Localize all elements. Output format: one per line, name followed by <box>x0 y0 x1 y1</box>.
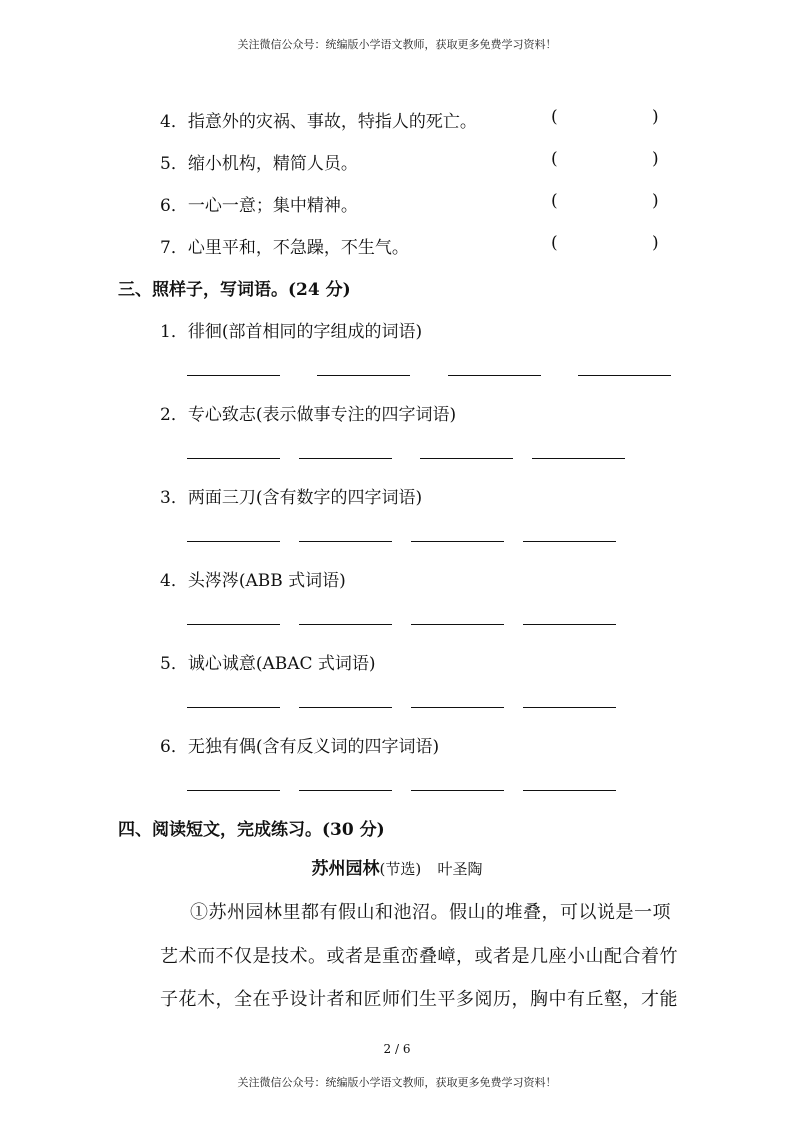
answer-paren-close: ) <box>652 107 659 127</box>
task-number: 6． <box>160 737 188 757</box>
answer-blank[interactable] <box>187 375 280 376</box>
task-number: 3． <box>160 488 188 508</box>
page-number: 2 / 6 <box>383 1042 411 1056</box>
answer-blank[interactable] <box>411 707 504 708</box>
answer-blank[interactable] <box>578 375 671 376</box>
answer-paren-open: ( <box>551 191 558 211</box>
task-number: 5． <box>160 654 188 674</box>
article-note: (节选) <box>379 860 422 878</box>
word-task-item <box>160 732 439 757</box>
section-3-title: 三、照样子，写词语。(24 分) <box>118 280 351 300</box>
answer-blank[interactable] <box>523 707 616 708</box>
question-number: 5． <box>160 154 188 174</box>
answer-blank[interactable] <box>299 458 392 459</box>
answer-blank[interactable] <box>523 541 616 542</box>
word-task-item <box>160 649 376 674</box>
article-title: 苏州园林 <box>311 859 380 879</box>
page-footer: 关注微信公众号：统编版小学语文教师，获取更多免费学习资料！ <box>237 1076 557 1089</box>
answer-blank[interactable] <box>187 541 280 542</box>
word-task-item <box>160 400 456 425</box>
answer-blank[interactable] <box>187 458 280 459</box>
question-text: 缩小机构，精简人员。 <box>187 154 358 174</box>
answer-blank[interactable] <box>299 624 392 625</box>
answer-paren-open: ( <box>551 149 558 169</box>
task-text: 两面三刀(含有数字的四字词语) <box>187 488 423 508</box>
answer-blank[interactable] <box>523 624 616 625</box>
question-item <box>160 149 358 174</box>
answer-paren-close: ) <box>652 233 659 253</box>
answer-blank[interactable] <box>299 707 392 708</box>
task-text: 徘徊(部首相同的字组成的词语) <box>187 322 423 342</box>
answer-blank[interactable] <box>299 790 392 791</box>
answer-blank[interactable] <box>420 458 513 459</box>
answer-blank[interactable] <box>317 375 410 376</box>
article-title-line <box>0 854 794 879</box>
question-item <box>160 107 477 132</box>
question-text: 一心一意；集中精神。 <box>187 196 358 216</box>
answer-blank[interactable] <box>411 541 504 542</box>
task-number: 1． <box>160 322 188 342</box>
paragraph-line: 子花木，全在乎设计者和匠师们生平多阅历，胸中有丘壑，才能 <box>160 989 678 1010</box>
question-text: 指意外的灾祸、事故，特指人的死亡。 <box>187 112 477 132</box>
page-header: 关注微信公众号：统编版小学语文教师，获取更多免费学习资料！ <box>237 38 557 51</box>
word-task-item <box>160 483 422 508</box>
question-item <box>160 191 358 216</box>
task-text: 头涔涔(ABB 式词语) <box>187 571 346 591</box>
paragraph-line: ①苏州园林里都有假山和池沼。假山的堆叠，可以说是一项 <box>190 902 671 923</box>
question-text: 心里平和，不急躁，不生气。 <box>187 238 409 258</box>
answer-blank[interactable] <box>187 707 280 708</box>
answer-blank[interactable] <box>187 790 280 791</box>
article-author: 叶圣陶 <box>437 860 483 878</box>
task-number: 2． <box>160 405 188 425</box>
question-number: 7． <box>160 238 188 258</box>
question-item <box>160 233 409 258</box>
answer-blank[interactable] <box>411 624 504 625</box>
answer-paren-close: ) <box>652 191 659 211</box>
word-task-item <box>160 317 422 342</box>
task-number: 4． <box>160 571 188 591</box>
question-number: 6． <box>160 196 188 216</box>
task-text: 专心致志(表示做事专注的四字词语) <box>187 405 457 425</box>
section-4-title: 四、阅读短文，完成练习。(30 分) <box>118 820 385 840</box>
answer-paren-open: ( <box>551 233 558 253</box>
answer-blank[interactable] <box>532 458 625 459</box>
answer-paren-close: ) <box>652 149 659 169</box>
answer-blank[interactable] <box>411 790 504 791</box>
question-number: 4． <box>160 112 188 132</box>
word-task-item <box>160 566 346 591</box>
answer-blank[interactable] <box>299 541 392 542</box>
answer-blank[interactable] <box>523 790 616 791</box>
paragraph-line: 艺术而不仅是技术。或者是重峦叠嶂，或者是几座小山配合着竹 <box>160 946 678 967</box>
task-text: 诚心诚意(ABAC 式词语) <box>187 654 376 674</box>
task-text: 无独有偶(含有反义词的四字词语) <box>187 737 440 757</box>
answer-blank[interactable] <box>187 624 280 625</box>
answer-blank[interactable] <box>448 375 541 376</box>
answer-paren-open: ( <box>551 107 558 127</box>
